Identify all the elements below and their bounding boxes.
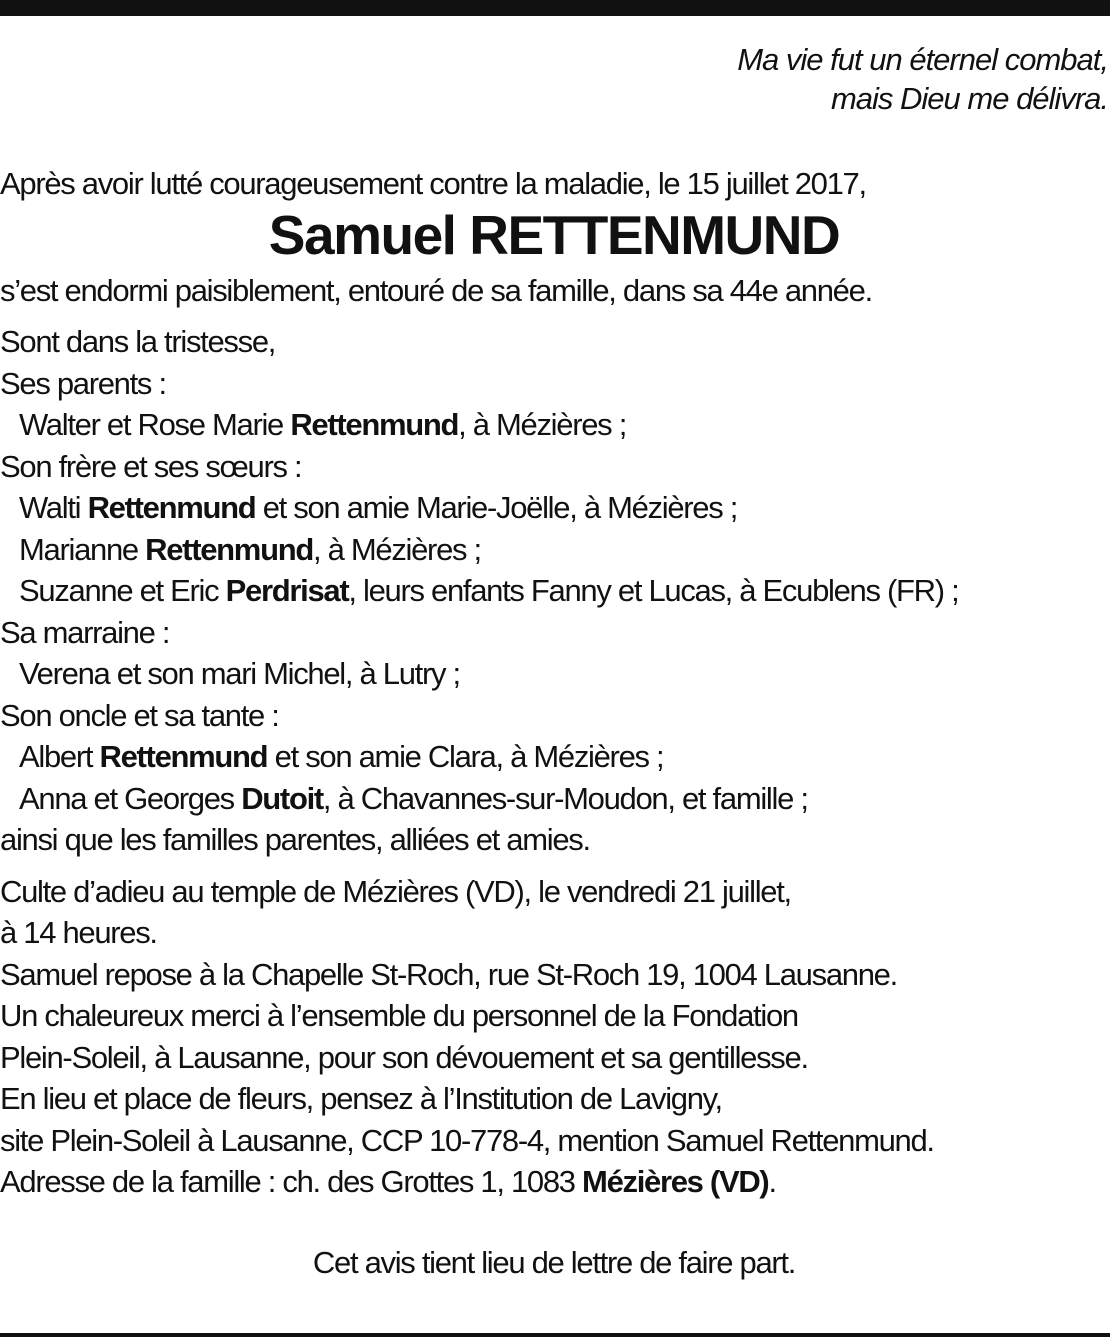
service-line: Un chaleureux merci à l’ensemble du personnel de la Fondation bbox=[0, 998, 798, 1033]
uncle-aunt-label: Son oncle et sa tante : bbox=[0, 697, 279, 733]
obituary-notice bbox=[0, 16, 1108, 1330]
surname: Perdrisat bbox=[225, 573, 349, 608]
uncle-entry: Albert Rettenmund et son amie Clara, à Mézières ; bbox=[19, 739, 664, 774]
service-details bbox=[0, 871, 1108, 1203]
bottom-border-rule bbox=[0, 1333, 1110, 1337]
parents-label: Ses parents : bbox=[0, 365, 166, 401]
family-address: Adresse de la famille : ch. des Grottes 1, 1083 Mézières (VD). bbox=[0, 1164, 776, 1199]
service-line: site Plein-Soleil à Lausanne, CCP 10-778-4, mention Samuel Rettenmund. bbox=[0, 1122, 934, 1158]
sibling-entry: Suzanne et Eric Perdrisat, leurs enfants Fanny et Lucas, à Ecublens (FR) ; bbox=[19, 573, 959, 608]
sibling-entry: Marianne Rettenmund, à Mézières ; bbox=[19, 531, 481, 567]
aunt-entry: Anna et Georges Dutoit, à Chavannes-sur-Moudon, et famille ; bbox=[19, 780, 808, 816]
surname: Rettenmund bbox=[99, 739, 268, 774]
siblings-label: Son frère et ses sœurs : bbox=[0, 448, 302, 484]
service-line: En lieu et place de fleurs, pensez à l’Institution de Lavigny, bbox=[0, 1081, 722, 1116]
surname: Rettenmund bbox=[145, 531, 313, 567]
service-line: Plein-Soleil, à Lausanne, pour son dévouement et sa gentillesse. bbox=[0, 1039, 808, 1075]
surname: Rettenmund bbox=[87, 490, 256, 525]
deceased-name: Samuel RETTENMUND bbox=[268, 203, 840, 266]
epigraph-line-1: Ma vie fut un éternel combat, bbox=[737, 42, 1108, 77]
service-line: à 14 heures. bbox=[0, 915, 157, 950]
passing-text: s’est endormi paisiblement, entouré de sa famille, dans sa 44e année. bbox=[0, 272, 872, 308]
parents-entry: Walter et Rose Marie Rettenmund, à Mézières ; bbox=[19, 407, 627, 442]
surname: Dutoit bbox=[241, 780, 323, 816]
intro-text: Après avoir lutté courageusement contre la maladie, le 15 juillet 2017, bbox=[0, 166, 866, 201]
top-border-rule bbox=[0, 0, 1110, 16]
service-line: Samuel repose à la Chapelle St-Roch, rue St-Roch 19, 1004 Lausanne. bbox=[0, 956, 897, 992]
surname: Rettenmund bbox=[290, 407, 459, 442]
epigraph-line-2: mais Dieu me délivra. bbox=[830, 81, 1108, 116]
epigraph bbox=[0, 16, 1108, 118]
mourners-list bbox=[0, 321, 1108, 861]
others-entry: ainsi que les familles parentes, alliées et amies. bbox=[0, 822, 590, 857]
address-town: Mézières (VD) bbox=[582, 1164, 769, 1199]
closing-note: Cet avis tient lieu de lettre de faire part. bbox=[312, 1244, 796, 1280]
mourners-heading: Sont dans la tristesse, bbox=[0, 324, 276, 359]
sibling-entry: Walti Rettenmund et son amie Marie-Joëlle, à Mézières ; bbox=[19, 490, 738, 525]
godmother-label: Sa marraine : bbox=[0, 614, 170, 650]
service-line: Culte d’adieu au temple de Mézières (VD), le vendredi 21 juillet, bbox=[0, 873, 791, 909]
godmother-entry: Verena et son mari Michel, à Lutry ; bbox=[19, 656, 460, 691]
